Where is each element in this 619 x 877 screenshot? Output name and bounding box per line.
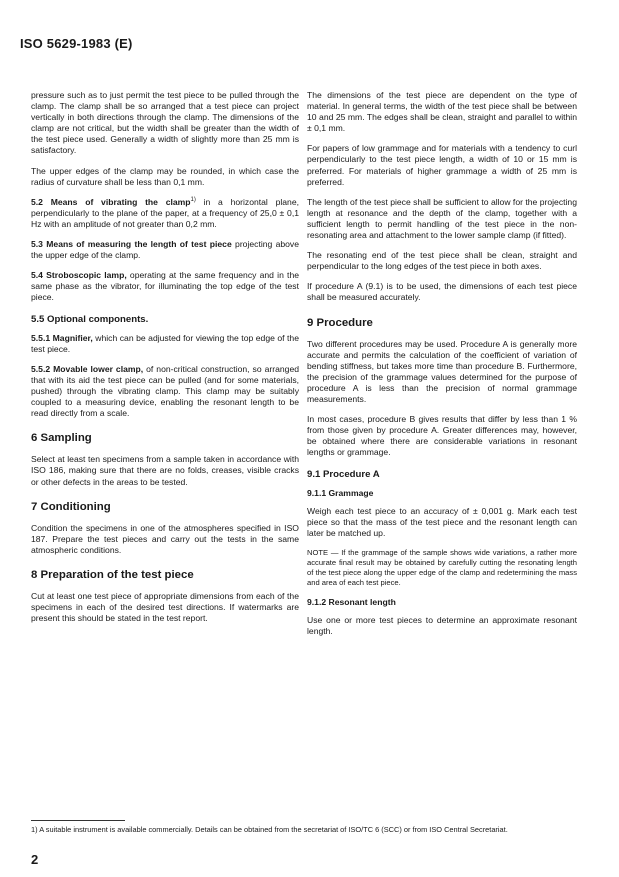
clause-title: Stroboscopic lamp, [46, 270, 127, 281]
page-header: ISO 5629-1983 (E) [20, 36, 133, 51]
clause-number: 5.3 [31, 239, 43, 250]
clause-title: Magnifier, [52, 332, 93, 343]
paragraph: Weigh each test piece to an accuracy of ± 0,001 g. Mark each test piece so that the mass of the test piece and the resonant length can later be matched up. [307, 505, 577, 538]
clause-text: which can be adjusted for viewing the top edge of the test piece. [31, 332, 299, 354]
note: NOTE — If the grammage of the sample shows wide variations, a rather more accurate final result may be obtained by carefully cutting the resonating length of the test piece along the upper edge of the clamp and redetermining the mass and area of each test piece. [307, 548, 577, 587]
clause-title: Movable lower clamp, [53, 363, 144, 374]
heading-9-1: 9.1 Procedure A [307, 468, 380, 480]
clause-title: Means of measuring the length of test piece [46, 239, 232, 250]
clause-5-5-2 [31, 364, 299, 419]
paragraph: The upper edges of the clamp may be rounded, in which case the radius of curvature shall be less than 0,1 mm. [31, 165, 299, 187]
heading-7: 7 Conditioning [31, 500, 111, 513]
paragraph: If procedure A (9.1) is to be used, the dimensions of each test piece shall be measured accurately. [307, 281, 577, 303]
clause-number: 5.4 [31, 270, 43, 281]
paragraph: The dimensions of the test piece are dependent on the type of material. In general terms, the width of the test piece shall be between 10 and 25 mm. The edges shall be clean, straight and parallel to within ± 0,1 mm. [307, 90, 577, 134]
clause-5-2 [31, 197, 299, 230]
paragraph: pressure such as to just permit the test piece to be pulled through the clamp. The clamp shall be so arranged that a test piece can project vertically in both directions through the clamp. The dimensions of the clamp are not critical, but the width shall be greater than the width of the test piece used. Generally a width of slightly more than 25 mm is satisfactory. [31, 90, 299, 156]
heading-9: 9 Procedure [307, 316, 373, 329]
paragraph: For papers of low grammage and for materials with a tendency to curl perpendicularly to the test piece length, a width of 10 or 15 mm is preferred. For materials of higher grammage a width of 25 mm is preferred. [307, 143, 577, 187]
heading-5-5: 5.5 Optional components. [31, 313, 149, 325]
heading-9-1-2: 9.1.2 Resonant length [307, 597, 396, 607]
clause-5-4 [31, 270, 299, 303]
clause-text: operating at the same frequency and in the same phase as the vibrator, for illuminating the top edge of the test piece. [31, 270, 299, 303]
heading-6: 6 Sampling [31, 432, 92, 445]
paragraph: The length of the test piece shall be sufficient to allow for the projecting length at resonance and the depth of the clamp, together with a sufficient length to permit handling of the test piece in the non-resonating area and attachment to the lower sample clamp (if fitted). [307, 196, 577, 241]
right-column [307, 90, 577, 646]
paragraph: Two different procedures may be used. Procedure A is generally more accurate and permits the calculation of the coefficient of variation of bending stiffness, but takes more time than procedure B. Furthermore, the precision of the grammage values determined for the purpose of procedure A is less than the precision of normal grammage measurements. [307, 338, 577, 405]
clause-5-5-1 [31, 333, 299, 355]
clause-number: 5.2 [31, 196, 43, 207]
clause-number: 5.5.2 [31, 363, 51, 374]
clause-number: 5.5.1 [31, 332, 51, 343]
clause-5-3 [31, 239, 299, 261]
clause-text: of non-critical construction, so arranged that with its aid the test piece can be pulled (and for some materials, pushed) through the vibrating clamp. This clamp may be suitably coupled to a measuring device, enabling the resonant length to be read directly from a scale. [31, 363, 299, 419]
footnote-divider [31, 820, 125, 821]
footnote-ref: 1) [190, 196, 196, 203]
paragraph: In most cases, procedure B gives results that differ by less than 1 % from those given by procedure A. Greater differences may, however, be obtained where there are considerable variations in resonant lengths or grammage. [307, 414, 577, 458]
clause-text: in a horizontal plane, perpendicularly to the plane of the paper, at a frequency of 25,0 ± 0,1 Hz with an amplitude of not greater than 0,2 mm. [31, 196, 299, 229]
paragraph: The resonating end of the test piece shall be clean, straight and perpendicular to the long edges of the test piece in both axes. [307, 250, 577, 272]
paragraph: Select at least ten specimens from a sample taken in accordance with ISO 186, making sure that there are no folds, creases, visible cracks or other defects in the areas to be tested. [31, 454, 299, 487]
clause-text: projecting above the upper edge of the clamp. [31, 239, 300, 261]
paragraph: Use one or more test pieces to determine an approximate resonant length. [307, 615, 577, 637]
footnote: 1) A suitable instrument is available commercially. Details can be obtained from the secretariat of ISO/TC 6 (SCC) or from ISO Central Secretariat. [31, 825, 508, 834]
heading-8: 8 Preparation of the test piece [31, 569, 194, 581]
left-column [31, 90, 299, 633]
paragraph: Cut at least one test piece of appropriate dimensions from each of the specimens in each of the desired test directions. If watermarks are present this should be stated in the test report. [31, 591, 299, 624]
paragraph: Condition the specimens in one of the atmospheres specified in ISO 187. Prepare the test pieces and carry out the tests in the same atmospheric conditions. [31, 522, 299, 555]
clause-title: Means of vibrating the clamp [50, 196, 191, 207]
heading-9-1-1: 9.1.1 Grammage [307, 487, 374, 498]
page-number: 2 [31, 852, 39, 867]
